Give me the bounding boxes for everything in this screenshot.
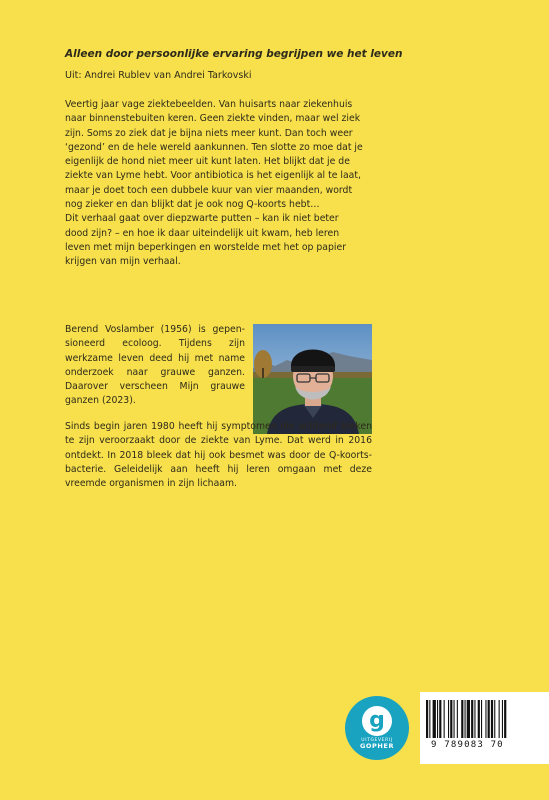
barcode-bar <box>426 700 428 738</box>
blurb-line: naar binnenstebuiten keren. Geen ziekte vinden, maar wel ziek <box>65 113 361 125</box>
barcode-bar <box>494 700 495 738</box>
publisher-logo-letter: g <box>362 706 392 736</box>
barcode-bar <box>439 700 441 738</box>
barcode-bar <box>433 700 436 738</box>
barcode-bar <box>471 700 473 738</box>
barcode-bar <box>465 700 466 738</box>
barcode-bar <box>450 700 452 738</box>
author-photo <box>253 324 372 434</box>
barcode-bar <box>454 700 455 738</box>
author-bio-intro: Berend Voslamber (1956) is gepensioneerd ecoloog. Tijdens zijn werkzame leven deed hij met name onderzoek naar grauwe ganzen. Daarover verscheen Mijn grauwe ganzen (2023). <box>65 324 245 407</box>
isbn-barcode <box>420 692 549 764</box>
publisher-logo-line1: UITGEVERIJ <box>361 738 393 743</box>
barcode-bar <box>467 700 470 738</box>
barcode-bar <box>502 700 503 738</box>
epigraph-quote: Alleen door persoonlijke ervaring begrijpen we het leven <box>65 48 403 60</box>
isbn-number: 9 789083 70 <box>431 740 504 750</box>
barcode-bar <box>448 700 449 738</box>
barcode-bar <box>444 700 445 738</box>
blurb-line: dood zijn? – en hoe ik daar uiteindelijk uit kwam, heb leren <box>65 227 340 239</box>
blurb-line: eigenlijk de hond niet meer uit kunt laten. Het blijkt dat je de <box>65 156 350 168</box>
blurb-line: maar je doet toch een dubbele kuur van vier maanden, wordt <box>65 184 353 196</box>
blurb-line: ‘gezond’ en de hele wereld aankunnen. Ten slotte zo moe dat je <box>65 141 363 153</box>
blurb-line: zijn. Soms zo ziek dat je bijna niets meer kunt. Dan toch weer <box>65 127 353 139</box>
blurb-line: nog zieker en dan blijkt dat je ook nog Q-koorts hebt… <box>65 199 320 211</box>
blurb-line: Veertig jaar vage ziektebeelden. Van huisarts naar ziekenhuis <box>65 99 353 110</box>
epigraph-source: Uit: Andrei Rublev van Andrei Tarkovski <box>65 70 252 81</box>
blurb-line: ziekte van Lyme hebt. Voor antibiotica is het eigenlijk al te laat, <box>65 170 361 182</box>
publisher-logo <box>345 696 409 760</box>
barcode-bar <box>474 700 475 738</box>
blurb-text <box>65 98 489 270</box>
barcode-bar <box>457 700 458 738</box>
barcode-bar <box>481 700 482 738</box>
barcode-bar <box>491 700 493 738</box>
barcode-bar <box>429 700 430 738</box>
blurb-line: Dit verhaal gaat over diepzwarte putten – kan ik niet beter <box>65 213 339 225</box>
barcode-bar <box>504 700 506 738</box>
author-bio-continued: Sinds begin jaren 1980 heeft hij symptomen die achteraf bleken te zijn veroorzaakt door de ziekte van Lyme. Dat werd in 2016 ontdekt. In 2018 bleek dat hij ook besmet was door de Q-koortsbacterie. Geleidelijk aan heeft hij leren omgaan met deze vreemde organismen in zijn lichaam. <box>65 421 372 490</box>
publisher-logo-line2: GOPHER <box>359 742 395 750</box>
barcode-bar <box>485 700 486 738</box>
barcode-bar <box>488 700 490 738</box>
barcode-bar <box>461 700 463 738</box>
blurb-line: leven met mijn beperkingen en worstelde met het op papier <box>65 241 347 253</box>
blurb-line: krijgen van mijn verhaal. <box>65 256 181 268</box>
barcode-bar <box>437 700 438 738</box>
barcode-bar <box>499 700 500 738</box>
barcode-bar <box>478 700 480 738</box>
